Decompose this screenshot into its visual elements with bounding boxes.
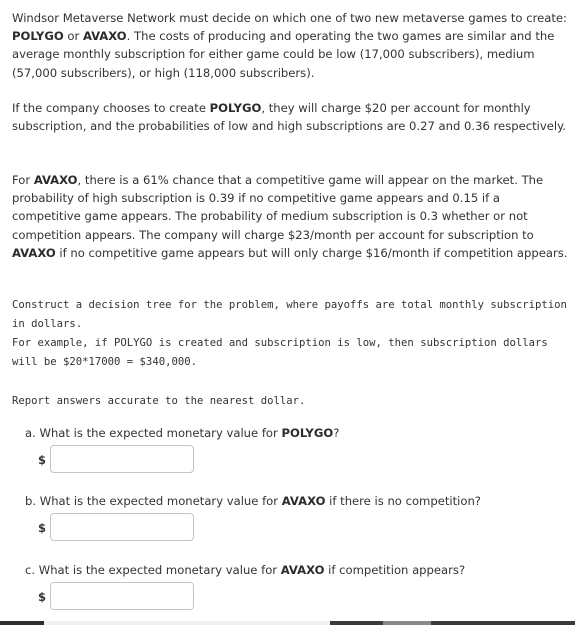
question-b-prefix: b. What is the expected monetary value for	[25, 494, 282, 508]
answer-input-c[interactable]	[50, 582, 194, 610]
question-a-suffix: ?	[333, 426, 340, 440]
game-name-avaxo: AVAXO	[82, 29, 127, 44]
answer-input-b[interactable]	[50, 513, 194, 541]
toolbar-segment	[383, 621, 431, 625]
question-c-label	[25, 562, 565, 578]
question-a-game: POLYGO	[281, 426, 334, 440]
game-name-polygo: POLYGO	[209, 101, 262, 115]
question-b-suffix: if there is no competition?	[325, 494, 481, 508]
instructions-rounding: Report answers accurate to the nearest dollar.	[12, 395, 306, 407]
question-c-game: AVAXO	[280, 563, 325, 577]
game-name-avaxo: AVAXO	[12, 245, 56, 260]
intro-text-2: or	[63, 29, 83, 44]
instructions-decision-tree: Construct a decision tree for the problem, where payoffs are total monthly subscription in dollars. For example, if POLYGO is created and subscription is low, then subscription dollars will be $20*17000 = $340,000.	[12, 299, 567, 368]
answer-input-a[interactable]	[50, 445, 194, 473]
question-b-label	[25, 493, 565, 509]
avaxo-text-3: if no competitive game appears but will only charge $16/month if competition appears.	[55, 245, 568, 260]
answer-row-c	[25, 582, 565, 614]
game-name-polygo: POLYGO	[12, 29, 64, 44]
question-b	[25, 493, 565, 545]
avaxo-description	[12, 171, 568, 262]
question-a	[25, 425, 565, 477]
bottom-toolbar-strip	[0, 621, 575, 625]
intro-text-3: . The costs of producing and operating the two games are similar and the average monthly subscription for either game could be low (17,000 subscribers), medium (57,000 subscribers), or high (118,000 subscribers).	[12, 29, 555, 80]
toolbar-segment	[44, 621, 330, 625]
question-c-prefix: c. What is the expected monetary value for	[25, 563, 281, 577]
avaxo-text-2: , there is a 61% chance that a competitive game will appear on the market. The probability of high subscription is 0.39 if no competitive game appears and 0.15 if a competitive game appears. The probability of medium subscription is 0.3 whether or not competition appears. The company will charge $23/month per account for subscription to	[12, 173, 544, 242]
question-a-prefix: a. What is the expected monetary value for	[25, 426, 282, 440]
game-name-avaxo: AVAXO	[33, 173, 78, 187]
polygo-text-1: If the company chooses to create	[12, 101, 210, 115]
question-c-suffix: if competition appears?	[324, 563, 466, 577]
avaxo-text-1: For	[12, 173, 34, 187]
question-a-label	[25, 425, 565, 441]
currency-symbol: $	[38, 521, 47, 535]
toolbar-segment	[0, 621, 44, 625]
question-b-game: AVAXO	[281, 494, 326, 508]
polygo-description	[12, 99, 568, 135]
polygo-text-2: , they will charge $20 per account for monthly subscription, and the probabilities of low and high subscriptions are 0.27 and 0.36 respectively.	[12, 101, 566, 134]
problem-intro	[12, 9, 568, 82]
intro-text-1: Windsor Metaverse Network must decide on which one of two new metaverse games to create:	[12, 11, 567, 25]
currency-symbol: $	[38, 453, 47, 467]
currency-symbol: $	[38, 590, 47, 604]
answer-row-a	[25, 445, 565, 477]
answer-row-b	[25, 513, 565, 545]
question-c	[25, 562, 565, 614]
